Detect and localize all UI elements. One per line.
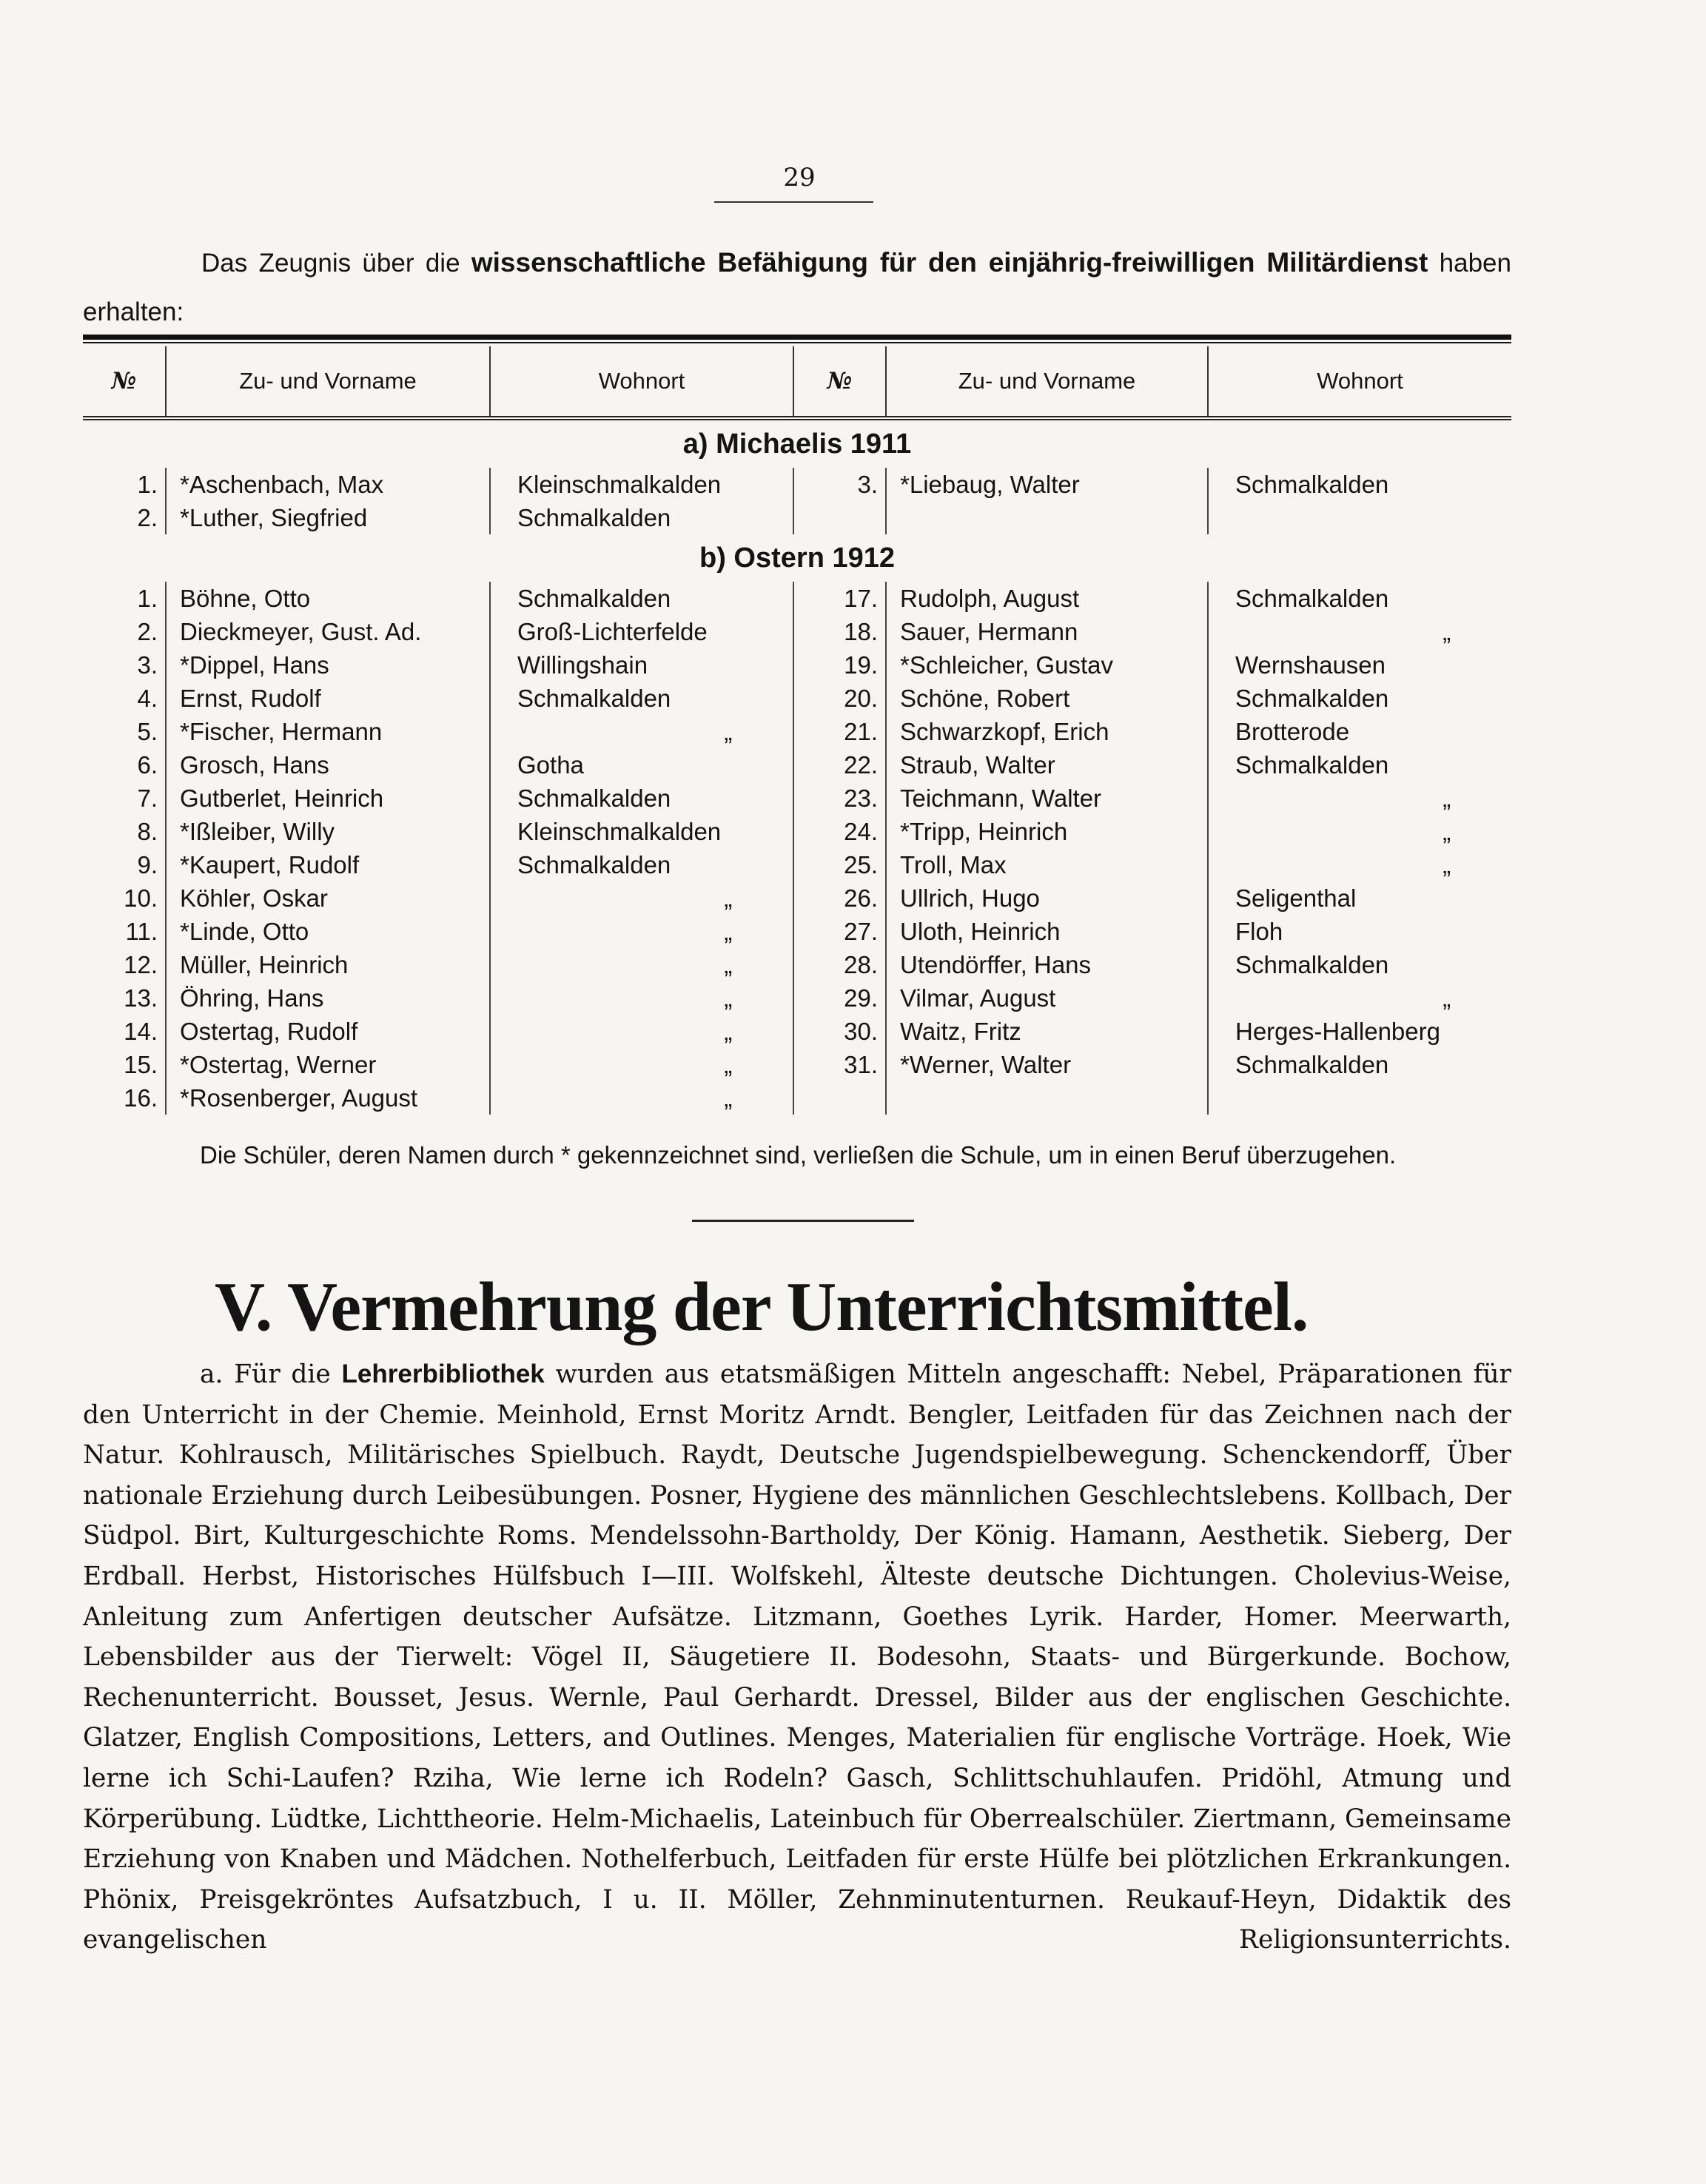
paragraph-label: a. Für die (200, 1360, 331, 1389)
ditto-mark: „ (1443, 784, 1451, 812)
row-number: 21. (793, 715, 886, 748)
row-number: 3. (793, 468, 886, 501)
row-number: 18. (793, 615, 886, 648)
residence (1208, 782, 1511, 815)
student-name: Ostertag, Rudolf (166, 1015, 490, 1048)
library-term: Lehrerbibliothek (341, 1360, 545, 1388)
footnote (83, 1140, 1511, 1171)
table-row (83, 1048, 1511, 1081)
student-name: Köhler, Oskar (166, 881, 490, 915)
row-number: 16. (124, 1083, 158, 1112)
ditto-mark: „ (1443, 850, 1451, 878)
residence (490, 915, 793, 948)
residence (1208, 981, 1511, 1015)
table-top-rule (83, 335, 1511, 340)
table-row (83, 715, 1511, 748)
table-row (83, 981, 1511, 1015)
residence (490, 948, 793, 981)
row-number: 5. (137, 717, 158, 745)
row-number: 11. (125, 917, 158, 945)
student-name: Waitz, Fritz (886, 1015, 1208, 1048)
row-number: 12. (124, 950, 158, 978)
student-name: *Ostertag, Werner (166, 1048, 490, 1081)
student-name: Troll, Max (886, 848, 1208, 881)
table-body (83, 418, 1511, 1115)
residence (1208, 815, 1511, 848)
residence (490, 1015, 793, 1048)
header-residence: Wohnort (490, 346, 793, 418)
residence (490, 715, 793, 748)
table-row (83, 682, 1511, 715)
row-number: 30. (793, 1015, 886, 1048)
row-number: 24. (793, 815, 886, 848)
intro-text: Das Zeugnis über die (201, 249, 460, 278)
residence: Schmalkalden (1208, 748, 1511, 782)
header-number: № (793, 346, 886, 418)
row-number: 1. (137, 470, 158, 498)
ditto-mark: „ (1443, 817, 1451, 845)
ditto-mark: „ (724, 950, 733, 978)
residence: Schmalkalden (1208, 682, 1511, 715)
header-residence: Wohnort (1208, 346, 1511, 418)
residence (490, 881, 793, 915)
section-row (83, 418, 1511, 468)
header-number: № (83, 346, 166, 418)
row-number: 23. (793, 782, 886, 815)
student-name: Böhne, Otto (166, 582, 490, 615)
footnote-text: Die Schüler, deren Namen durch * gekennzeichnet sind, verließen die Schule, um in einen Beruf überzugehen. (200, 1141, 1397, 1169)
student-name: Uloth, Heinrich (886, 915, 1208, 948)
ditto-mark: „ (1443, 617, 1451, 645)
residence (1208, 501, 1511, 534)
student-name: Ernst, Rudolf (166, 682, 490, 715)
intro-paragraph (83, 238, 1511, 337)
ditto-mark: „ (724, 1017, 733, 1045)
row-number: 31. (793, 1048, 886, 1081)
student-name: Sauer, Hermann (886, 615, 1208, 648)
row-number: 8. (137, 817, 158, 845)
section-heading: V. Vermehrung der Unterrichtsmittel. (215, 1269, 1309, 1345)
residence (1208, 848, 1511, 881)
student-name: *Ißleiber, Willy (166, 815, 490, 848)
table-row (83, 468, 1511, 501)
student-name: Utendörffer, Hans (886, 948, 1208, 981)
row-number: 27. (793, 915, 886, 948)
student-name: *Linde, Otto (166, 915, 490, 948)
residence (490, 1081, 793, 1115)
row-number (793, 501, 886, 534)
page-number-rule (714, 201, 873, 203)
student-name: Müller, Heinrich (166, 948, 490, 981)
residence: Kleinschmalkalden (490, 815, 793, 848)
residence: Schmalkalden (490, 682, 793, 715)
residence: Willingshain (490, 648, 793, 682)
student-name: Dieckmeyer, Gust. Ad. (166, 615, 490, 648)
student-name: *Fischer, Hermann (166, 715, 490, 748)
residence: Groß-Lichterfelde (490, 615, 793, 648)
table-row (83, 948, 1511, 981)
intro-text-end: haben erhalten: (83, 249, 1511, 326)
row-number: 25. (793, 848, 886, 881)
row-number: 15. (124, 1050, 158, 1078)
residence: Schmalkalden (1208, 582, 1511, 615)
section-divider (692, 1220, 914, 1222)
student-name: Rudolph, August (886, 582, 1208, 615)
residence: Schmalkalden (490, 501, 793, 534)
ditto-mark: „ (724, 717, 733, 745)
row-number: 2. (137, 503, 158, 531)
row-number: 2. (137, 617, 158, 645)
row-number: 29. (793, 981, 886, 1015)
student-name: *Rosenberger, August (166, 1081, 490, 1115)
student-name: Öhring, Hans (166, 981, 490, 1015)
student-name: Teichmann, Walter (886, 782, 1208, 815)
row-number: 4. (137, 684, 158, 712)
student-name: *Tripp, Heinrich (886, 815, 1208, 848)
ditto-mark: „ (724, 1050, 733, 1078)
table-row (83, 881, 1511, 915)
table-row (83, 1015, 1511, 1048)
student-name: Vilmar, August (886, 981, 1208, 1015)
section-title: a) Michaelis 1911 (682, 428, 912, 460)
table-header-row (83, 346, 1511, 418)
ditto-mark: „ (724, 1083, 733, 1112)
row-number: 13. (124, 984, 158, 1012)
table-row (83, 501, 1511, 534)
student-name (886, 501, 1208, 534)
student-name: *Luther, Siegfried (166, 501, 490, 534)
header-name: Zu- und Vorname (886, 346, 1208, 418)
row-number (793, 1081, 886, 1115)
student-name: *Werner, Walter (886, 1048, 1208, 1081)
residence: Herges-Hallenberg (1208, 1015, 1511, 1048)
page-number: 29 (783, 163, 816, 192)
table-row (83, 1081, 1511, 1115)
table-row (83, 748, 1511, 782)
row-number: 26. (793, 881, 886, 915)
table-row (83, 848, 1511, 881)
residence: Schmalkalden (490, 848, 793, 881)
section-title: b) Ostern 1912 (699, 542, 895, 574)
student-name: *Kaupert, Rudolf (166, 848, 490, 881)
residence: Schmalkalden (1208, 948, 1511, 981)
section-row (83, 534, 1511, 582)
residence: Schmalkalden (1208, 1048, 1511, 1081)
student-name: *Dippel, Hans (166, 648, 490, 682)
ditto-mark: „ (1443, 984, 1451, 1012)
student-name: *Schleicher, Gustav (886, 648, 1208, 682)
row-number: 9. (137, 850, 158, 878)
residence: Schmalkalden (490, 782, 793, 815)
residence: Floh (1208, 915, 1511, 948)
residence: Wernshausen (1208, 648, 1511, 682)
row-number: 19. (793, 648, 886, 682)
intro-highlight: wissenschaftliche Befähigung für den einjährig-freiwilligen Militärdienst (471, 247, 1428, 278)
row-number: 28. (793, 948, 886, 981)
library-paragraph (83, 1354, 1511, 1960)
student-name: Schöne, Robert (886, 682, 1208, 715)
residence (1208, 615, 1511, 648)
header-name: Zu- und Vorname (166, 346, 490, 418)
table-row (83, 915, 1511, 948)
student-name: *Aschenbach, Max (166, 468, 490, 501)
row-number: 3. (137, 651, 158, 679)
table-row (83, 582, 1511, 615)
residence: Schmalkalden (490, 582, 793, 615)
residence: Gotha (490, 748, 793, 782)
residence: Kleinschmalkalden (490, 468, 793, 501)
ditto-mark: „ (724, 917, 733, 945)
residence: Schmalkalden (1208, 468, 1511, 501)
residence (490, 981, 793, 1015)
residence: Brotterode (1208, 715, 1511, 748)
student-name: Gutberlet, Heinrich (166, 782, 490, 815)
student-name: *Liebaug, Walter (886, 468, 1208, 501)
student-name: Schwarzkopf, Erich (886, 715, 1208, 748)
residence (490, 1048, 793, 1081)
residence: Seligenthal (1208, 881, 1511, 915)
row-number: 10. (124, 884, 158, 912)
row-number: 17. (793, 582, 886, 615)
paragraph-text: wurden aus etatsmäßigen Mitteln angeschafft: Nebel, Präparationen für den Unterricht in der Chemie. Meinhold, Ernst Moritz Arndt. Bengler, Leitfaden für das Zeichnen nach der Natur. Kohlrausch, Militärisches Spielbuch. Raydt, Deutsche Jugendspielbewegung. Schenckendorff, Über nationale Erziehung durch Leibesübungen. Posner, Hygiene des männlichen Geschlechtslebens. Kollbach, Der Südpol. Birt, Kulturgeschichte Roms. Mendelssohn-Bartholdy, Der König. Hamann, Aesthetik. Sieberg, Der Erdball. Herbst, Historisches Hülfsbuch I—III. Wolfskehl, Älteste deutsche Dichtungen. Cholevius-Weise, Anleitung zum Anfertigen deutscher Aufsätze. Litzmann, Goethes Lyrik. Harder, Homer. Meerwarth, Lebensbilder aus der Tierwelt: Vögel II, Säugetiere II. Bodesohn, Staats- und Bürgerkunde. Bochow, Rechenunterricht. Bousset, Jesus. Wernle, Paul Gerhardt. Dressel, Bilder aus der englischen Geschichte. Glatzer, English Compositions, Letters, and Outlines. Menges, Materialien für englische Vorträge. Hoek, Wie lerne ich Schi-Laufen? Rziha, Wie lerne ich Rodeln? Gasch, Schlittschuhlaufen. Pridöhl, Atmung und Körperübung. Lüdtke, Lichttheorie. Helm-Michaelis, Lateinbuch für Oberrealschüler. Ziertmann, Gemeinsame Erziehung von Knaben und Mädchen. Nothelferbuch, Leitfaden für erste Hülfe bei plötzlichen Erkrankungen. Phönix, Preisgekröntes Aufsatzbuch, I u. II. Möller, Zehnminutenturnen. Reukauf-Heyn, Didaktik des evangelischen Religionsunterrichts. (83, 1360, 1511, 1955)
row-number: 6. (137, 750, 158, 779)
table-top-rule-thin (83, 342, 1511, 343)
row-number: 7. (137, 784, 158, 812)
table-row (83, 815, 1511, 848)
student-name: Straub, Walter (886, 748, 1208, 782)
table-row (83, 615, 1511, 648)
student-name (886, 1081, 1208, 1115)
student-name: Ullrich, Hugo (886, 881, 1208, 915)
table-row (83, 782, 1511, 815)
student-name: Grosch, Hans (166, 748, 490, 782)
ditto-mark: „ (724, 984, 733, 1012)
row-number: 1. (137, 584, 158, 612)
row-number: 22. (793, 748, 886, 782)
row-number: 14. (124, 1017, 158, 1045)
graduates-table (83, 346, 1511, 1115)
table-row (83, 648, 1511, 682)
row-number: 20. (793, 682, 886, 715)
ditto-mark: „ (724, 884, 733, 912)
residence (1208, 1081, 1511, 1115)
